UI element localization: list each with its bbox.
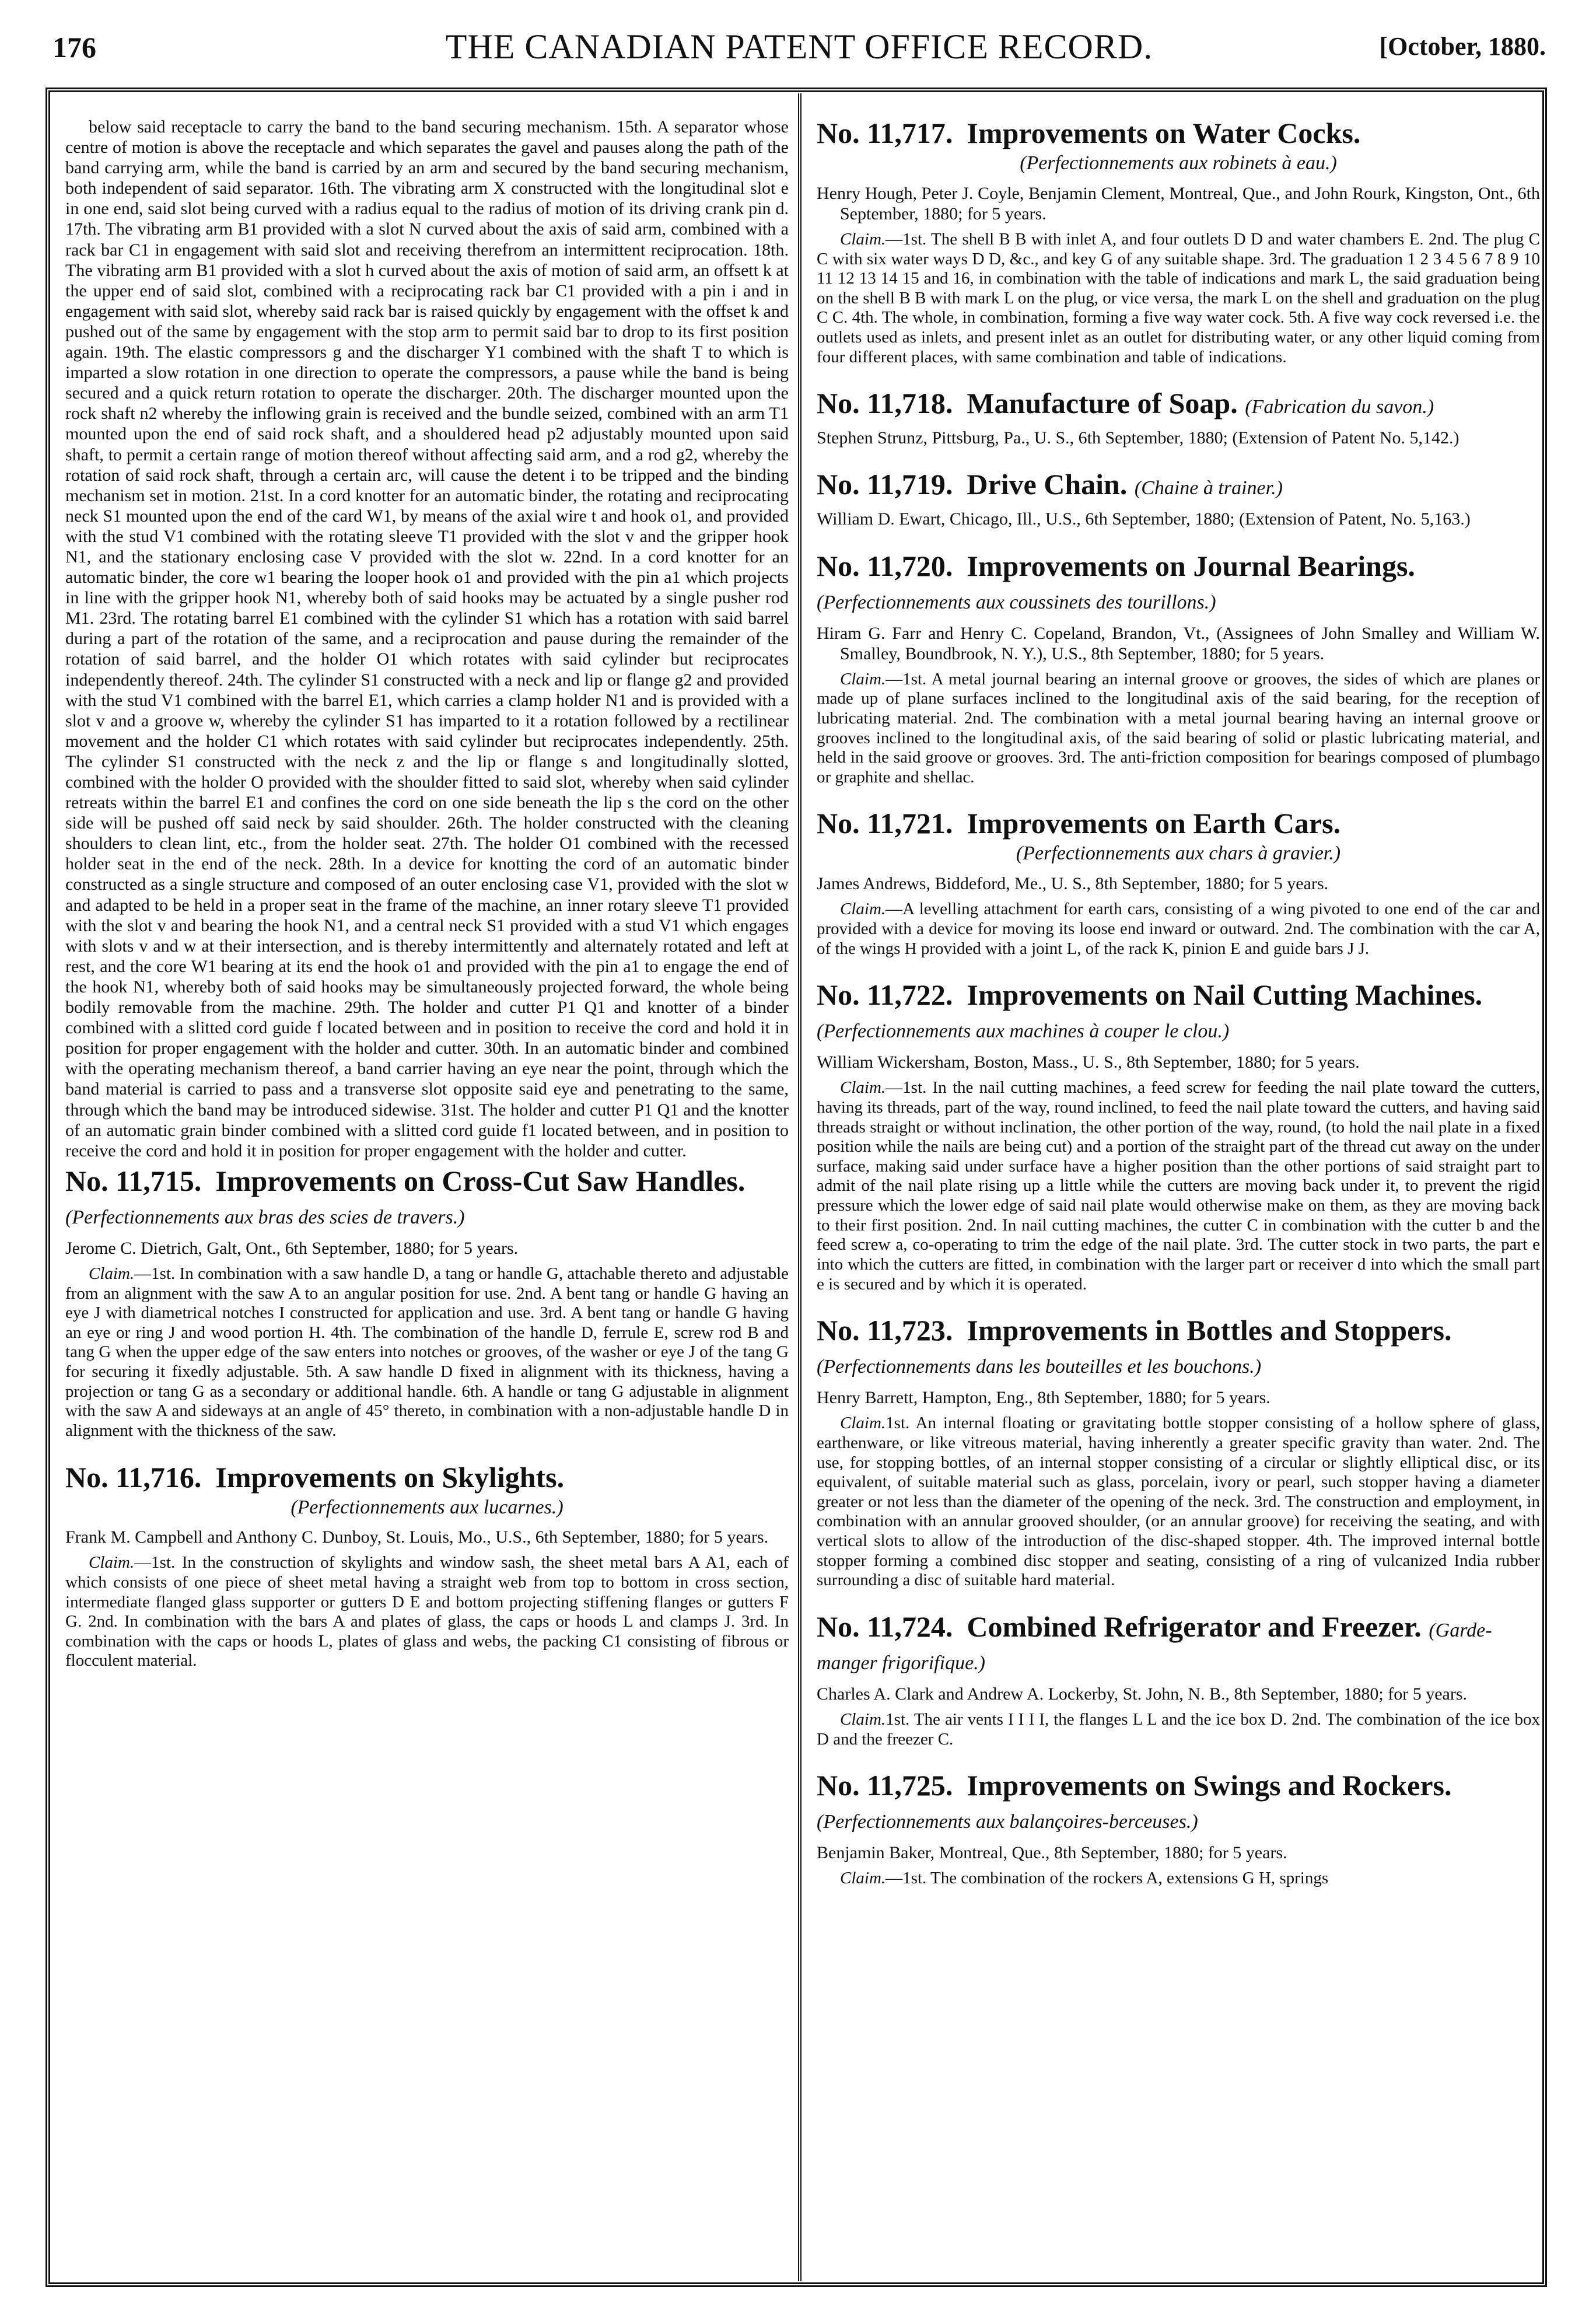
patentee-line: James Andrews, Biddeford, Me., U. S., 8th September, 1880; for 5 years. (817, 874, 1328, 894)
claim-body: —1st. In the construction of skylights and window sash, the sheet metal bars A A1, each of which consists of one piece of sheet metal having a straight web from top to bottom in cross section, intermediate flanged glass supporter or gutters D E and bottom projecting stiffening flanges or gutters F G. 2nd. In combination with the bars A and plates of glass, the caps or hoods L and clamps J. 3rd. In combination with the caps or hoods L, plates of glass and webs, the packing C1 consisting of fibrous or flocculent material. (65, 1553, 789, 1670)
continued-claims-text: below said receptacle to carry the band to the band securing mechanism. 15th. A separator whose centre of motion is above the receptacle and which separates the gavel and pauses along the path of the band carrying arm, while the band is carried by an arm and secured by the band securing mechanism, both independent of said separator. 16th. The vibrating arm X constructed with the longitudinal slot e in one end, said slot being curved with a radius equal to the radius of motion of its driving crank pin d. 17th. The vibrating arm B1 provided with a slot N curved about the axis of said arm, combined with a rack bar C1 in engagement with said slot and receiving therefrom an intermittent reciprocation. 18th. The vibrating arm B1 provided with a slot h curved about the axis of motion of said arm, an offsett k at the upper end of said slot, combined with a reciprocating rack bar C1 provided with a pin i and in engagement with said slot, whereby said rack bar is raised quickly by engagement with the offset k and pushed out of the same by engagement with the stop arm to permit said bar to drop to its first position again. 19th. The elastic compressors g and the discharger Y1 combined with the shaft T to which is imparted a slow rotation in one direction to operate the compressors, a pause while the band is being secured and a quick return rotation to operate the discharger. 20th. The discharger mounted upon the rock shaft n2 whereby the inflowing grain is received and the bundle seized, combined with an arm T1 mounted upon the end of said rock shaft, and a shouldered head p2 adjustably mounted upon said shaft, to permit a certain range of motion thereof without affecting said arm, and a rod g2, whereby the rotation of said rock shaft, through a certain arc, will cause the detent i to be tripped and the binding mechanism set in motion. 21st. In a cord knotter for an automatic binder, the rotating and reciprocating neck S1 mounted upon the end of the card W1, by means of the axial wire t and hook o1, and provided with the stud V1 combined with the rotating sleeve T1 provided with the slot v and the gripper hook N1, and the stationary enclosing case V provided with the slot w. 22nd. In a cord knotter for an automatic binder, the core w1 bearing the looper hook o1 and provided with the pin a1 which projects in line with the gripper hook N1, whereby both of said hooks may be actuated by a single pusher rod M1. 23rd. The rotating barrel E1 combined with the cylinder S1 which has a rotation with said barrel during a part of the rotation of the same, and a reciprocation and pause during the remainder of the rotation of said barrel, and the holder O1 which rotates with said cylinder but reciprocates independently thereof. 24th. The cylinder S1 constructed with a neck and lip or flange g2 and provided with the stud V1 combined with the barrel E1, which carries a clamp holder N1 and is provided with a slot v and a groove w, whereby the cylinder S1 has imparted to it a rotation followed by a rectilinear movement and the holder C1 which rotates with said cylinder but reciprocates independently. 25th. The cylinder S1 constructed with the neck z and the lip or flange s and longitudinally slotted, combined with the holder O provided with the shoulder fitted to said slot, whereby when said cylinder retreats within the barrel E1 and confines the cord on one side beneath the lip s the cord on the other side will be pushed off said neck by said shoulder. 26th. The holder constructed with the cleaning shoulders to clean lint, etc., from the holder seat. 27th. The holder O1 combined with the recessed holder seat in the end of the neck. 28th. In a device for knotting the cord of an automatic binder constructed as a single structure and composed of an outer enclosing case V1, provided with the slot w and adapted to be held in a proper seat in the frame of the machine, an inner rotary sleeve T1 provided with the slot v and bearing the hook N1, and a central neck S1 provided with a stud V1 which engages with slots v and w at their intersection, and is thereby intermittently and alternately rotated and left at rest, and the core W1 bearing at its end the hook o1 and provided with the pin a1 to engage the end of the hook N1, whereby both of said hooks may be simultaneously projected forward, the whole being bodily removable from the machine. 29th. The holder and cutter P1 Q1 and knotter of a binder combined with a slitted cord guide f located between and in position to receive the cord and hold it in position for proper engagement with the holder and cutter. 30th. In an automatic binder and combined with the operating mechanism thereof, a band carrier having an eye near the point, through which the band material is carried to pass and a transverse slot opposite said eye and penetrating to the same, through which the band may be introduced sidewise. 31st. The holder and cutter P1 Q1 and the knotter of an automatic grain binder combined with a slitted cord guide f1 located between, and in position to receive the cord and hold it in position for proper engagement with the holder and cutter. (65, 117, 789, 1160)
claim-text (817, 1710, 1540, 1749)
claim-label: Claim. (840, 1414, 886, 1433)
claim-label: Claim. (840, 1078, 886, 1097)
patent-entry (817, 387, 1540, 448)
patentee-line: Henry Barrett, Hampton, Eng., 8th September, 1880; for 5 years. (817, 1388, 1270, 1408)
patentee-line: William Wickersham, Boston, Mass., U. S., 8th September, 1880; for 5 years. (817, 1053, 1360, 1072)
patent-title: Manufacture of Soap. (967, 387, 1238, 420)
patent-number: No. 11,717. (817, 117, 953, 149)
claim-label: Claim. (89, 1264, 135, 1283)
patent-subtitle: ( Perfectionnements aux bras des scies de travers. ) (65, 1207, 465, 1228)
claim-label: Claim. (840, 900, 886, 919)
claim-text (817, 900, 1540, 959)
patent-subtitle: ( Perfectionnements dans les bouteilles et les bouchons. ) (817, 1356, 1261, 1377)
patent-subtitle: ( Perfectionnements aux coussinets des tourillons. ) (817, 592, 1216, 613)
patent-entry (817, 117, 1540, 367)
patentee-line: Hiram G. Farr and Henry C. Copeland, Brandon, Vt., (Assignees of John Smalley and William W. Smalley, Boundbrook, N. Y.), U.S., 8th September, 1880; for 5 years. (817, 623, 1540, 663)
entry-heading (817, 1314, 1540, 1379)
patent-title: Improvements on Water Cocks. (967, 117, 1361, 149)
claim-text (65, 1264, 789, 1441)
patent-title: Improvements on Swings and Rockers. (967, 1769, 1452, 1802)
patent-title: Improvements on Earth Cars. (967, 807, 1341, 840)
claim-body: —1st. A metal journal bearing an internal groove or grooves, the sides of which are planes or made up of plane surfaces inclined to the longitudinal axis of the said bearing, for the reception of lubricating material. 2nd. The combination with a metal journal bearing having an internal groove or grooves inclined to the longitudinal axis, of the said bearing of solid or plastic lubricating material, and held in the said groove or grooves. 3rd. The anti-friction composition for bearings composed of plumbago or graphite and shellac. (817, 669, 1540, 786)
claim-label: Claim. (840, 229, 886, 249)
left-entries (65, 1165, 789, 1671)
patentee-line: Stephen Strunz, Pittsburg, Pa., U. S., 6th September, 1880; (Extension of Patent No. 5,142.) (817, 428, 1460, 448)
entry-heading (817, 550, 1540, 615)
claim-body: —1st. The combination of the rockers A, extensions G H, springs (886, 1869, 1329, 1888)
patent-title: Improvements in Bottles and Stoppers. (967, 1314, 1452, 1347)
entry-heading (817, 1769, 1540, 1834)
patent-title: Improvements on Cross-Cut Saw Handles. (215, 1164, 746, 1197)
journal-title: THE CANADIAN PATENT OFFICE RECORD. (445, 27, 1153, 66)
patent-title: Improvements on Nail Cutting Machines. (967, 978, 1483, 1012)
claim-body: —1st. In the nail cutting machines, a feed screw for feeding the nail plate toward the cutters, having its threads, part of the way, round inclined, to feed the nail plate toward the cutters, and having said threads straight or without inclination, the other portion of the way, round, (to hold the nail plate in a fixed position while the nails are being cut) and a portion of the straight part of the thread cut away on the under surface, making said under surface have a higher position than the other portions of said straight part to admit of the nail plate rising up a little while the cutters are moving back under it, to prevent the rigid pressure which the lower edge of said nail plate would otherwise make on them, as they are moving back to their first position. 2nd. In nail cutting machines, the cutter C in combination with the cutter b and the feed screw a, co-operating to trim the edge of the nail plate. 3rd. The cutter stock in two parts, the part e into which the cutters are fitted, in combination with the larger part or receiver d into which the small part e is secured and by which it is operated. (817, 1078, 1540, 1293)
patent-subtitle: ( Chaine à trainer. ) (1135, 477, 1283, 499)
patent-number: No. 11,722. (817, 978, 953, 1012)
patent-entry (817, 1610, 1540, 1749)
entry-heading (65, 1165, 789, 1230)
patent-title: Improvements on Skylights. (215, 1460, 565, 1494)
patent-number: No. 11,725. (817, 1769, 953, 1802)
claim-text (817, 1078, 1540, 1294)
patent-entry (817, 468, 1540, 529)
patentee-line: Frank M. Campbell and Anthony C. Dunboy, St. Louis, Mo., U.S., 6th September, 1880; for 5 years. (65, 1527, 769, 1547)
patent-entry (817, 550, 1540, 788)
patentee-line: Jerome C. Dietrich, Galt, Ont., 6th September, 1880; for 5 years. (65, 1238, 519, 1258)
issue-date: [October, 1880. (1379, 32, 1546, 61)
claim-text (817, 230, 1540, 367)
patent-number: No. 11,719. (817, 468, 953, 501)
patent-subtitle-line: ( Perfectionnements aux chars à gravier. ) (817, 842, 1540, 865)
claim-text (65, 1553, 789, 1671)
column-divider (798, 93, 802, 2281)
entry-heading (65, 1461, 789, 1494)
entry-heading (817, 978, 1540, 1044)
entry-heading (817, 387, 1540, 419)
patentee-line: William D. Ewart, Chicago, Ill., U.S., 6th September, 1880; (Extension of Patent, No. 5,163.) (817, 509, 1471, 529)
patent-entry (817, 1314, 1540, 1590)
right-entries (817, 117, 1540, 1889)
entry-heading (817, 807, 1540, 840)
patent-subtitle: ( Fabrication du savon. ) (1245, 396, 1434, 418)
claim-body: —1st. The shell B B with inlet A, and four outlets D D and water chambers E. 2nd. The plug C C with six water ways D D, &c., and key G of any suitable shape. 3rd. The graduation 1 2 3 4 5 6 7 8 9 10 11 12 13 14 15 and 16, in combination with the table of indications and mark L, the said graduation being on the shell B B with mark L on the plug, or vice versa, the mark L on the shell and graduation on the plug C C. 4th. The whole, in combination, forming a five way water cock. 5th. A five way cock reversed i.e. the outlets used as inlets, and present inlet as an outlet for distributing water, or any other liquid coming from four different places, with same combination and table of indications. (817, 229, 1540, 366)
claim-body: 1st. An internal floating or gravitating bottle stopper consisting of a hollow sphere of glass, earthenware, or like vitreous material, having inherently a greater specific gravity than water. 2nd. The use, for stopping bottles, of an internal stopper consisting of a circular or slightly elliptical disc, or its equivalent, of suitable material such as glass, porcelain, ivory or pearl, such stopper having a diameter greater or not less than the diameter of the opening of the neck. 3rd. The construction and employment, in combination with an annular grooved shoulder, (or an annular groove) for receiving the seating, and with vertical slots to allow of the introduction of the disc-shaped stopper. 4th. The improved internal bottle stopper forming a combined disc stopper and seating, consisting of a ring of vulcanized India rubber surrounding a disc of suitable hard material. (817, 1414, 1540, 1590)
patent-number: No. 11,718. (817, 387, 953, 420)
claim-label: Claim. (89, 1553, 135, 1572)
patent-entry (817, 978, 1540, 1294)
claim-body: 1st. The air vents I I I I, the flanges L L and the ice box D. 2nd. The combination of the ice box D and the freezer C. (817, 1709, 1540, 1749)
patent-subtitle: ( Garde-manger frigorifique. ) (817, 1620, 1492, 1674)
patentee-line: Charles A. Clark and Andrew A. Lockerby, St. John, N. B., 8th September, 1880; for 5 years. (817, 1684, 1468, 1704)
patentee-line: Benjamin Baker, Montreal, Que., 8th September, 1880; for 5 years. (817, 1843, 1287, 1863)
left-column (65, 117, 789, 2270)
claim-text (817, 1414, 1540, 1590)
patent-entry (817, 807, 1540, 959)
patent-entry (65, 1165, 789, 1441)
patent-number: No. 11,724. (817, 1610, 953, 1643)
patent-number: No. 11,721. (817, 807, 953, 840)
page-header (52, 23, 1546, 76)
patent-entry (817, 1769, 1540, 1889)
claim-body: —A levelling attachment for earth cars, consisting of a wing pivoted to one end of the car and provided with a device for moving its loose end inward or outward. 2nd. The combination with the car A, of the wings H provided with a joint L, of the rack K, pinion E and guide bars J J. (817, 900, 1540, 958)
patent-subtitle: ( Perfectionnements aux balançoires-berceuses. ) (817, 1811, 1198, 1833)
entry-heading (817, 117, 1540, 149)
claim-text (817, 670, 1540, 788)
patent-subtitle: ( Perfectionnements aux machines à couper le clou. ) (817, 1020, 1229, 1042)
patent-number: No. 11,723. (817, 1314, 953, 1347)
page-number: 176 (52, 31, 96, 64)
patent-subtitle-line: ( Perfectionnements aux lucarnes. ) (65, 1496, 789, 1519)
patent-number: No. 11,715. (65, 1164, 202, 1197)
patent-title: Combined Refrigerator and Freezer. (967, 1610, 1422, 1643)
claim-body: —1st. In combination with a saw handle D, a tang or handle G, attachable thereto and adjustable from an alignment with the saw A to an angular position for use. 2nd. A bent tang or handle G having an eye J with diametrical notches I constructed for application and use. 3rd. A bent tang or handle G having an eye or ring J and wood portion H. 4th. The combination of the handle D, ferrule E, screw rod B and tang G when the upper edge of the saw enters into notches or grooves, of the washer or eye J of the tang G for securing it fixedly adjustable. 5th. A saw handle D fixed in alignment with its thickness, having a projection or tang G as a secondary or additional handle. 6th. A handle or tang G adjustable in alignment with the saw A and sideways at an angle of 45° thereto, in combination with a non-adjustable handle D in alignment with the thickness of the saw. (65, 1264, 789, 1440)
entry-heading (817, 1610, 1540, 1676)
patent-subtitle-line: ( Perfectionnements aux robinets à eau. ) (817, 152, 1540, 175)
claim-label: Claim. (840, 1869, 886, 1888)
patent-number: No. 11,720. (817, 549, 953, 582)
patent-title: Drive Chain. (967, 468, 1128, 501)
patent-number: No. 11,716. (65, 1460, 202, 1494)
claim-label: Claim. (840, 1709, 886, 1729)
patentee-line: Henry Hough, Peter J. Coyle, Benjamin Clement, Montreal, Que., and John Rourk, Kingston, Ont., 6th September, 1880; for 5 years. (817, 183, 1540, 223)
entry-heading (817, 468, 1540, 501)
right-column (817, 117, 1540, 2270)
claim-label: Claim. (840, 669, 886, 688)
patent-title: Improvements on Journal Bearings. (967, 549, 1415, 582)
claim-text (817, 1869, 1540, 1889)
patent-entry (65, 1461, 789, 1672)
